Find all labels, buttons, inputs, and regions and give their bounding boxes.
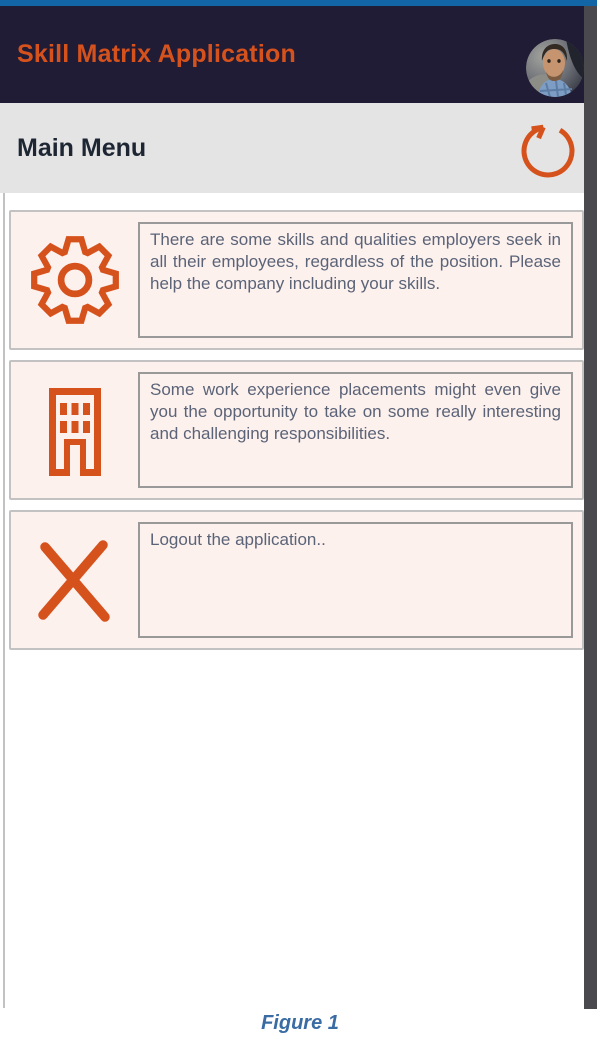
app-left-border — [3, 193, 5, 1008]
menu-bar — [0, 103, 597, 193]
scrollbar[interactable] — [584, 6, 597, 1009]
user-avatar[interactable] — [526, 39, 584, 97]
figure-caption: Figure 1 — [261, 1012, 339, 1034]
close-icon — [11, 536, 138, 624]
menu-item-logout[interactable] — [9, 510, 584, 650]
menu-item-skills[interactable] — [9, 210, 584, 350]
menu-item-text-box — [138, 222, 573, 338]
refresh-button[interactable] — [518, 119, 578, 179]
menu-item-label: There are some skills and qualities employers seek in all their employees, regardless of the position. Please help the company including your skills. — [150, 230, 561, 293]
menu-list — [0, 193, 584, 1009]
menu-item-text-box — [138, 372, 573, 488]
refresh-icon — [518, 119, 578, 179]
menu-item-label: Logout the application.. — [150, 530, 326, 549]
app-header — [0, 6, 597, 103]
building-icon — [11, 384, 138, 476]
menu-item-work-experience[interactable] — [9, 360, 584, 500]
gear-icon — [11, 232, 138, 328]
page-title: Main Menu — [17, 133, 147, 162]
menu-item-label: Some work experience placements might even give you the opportunity to take on some really interesting and challenging responsibilities. — [150, 380, 561, 443]
app-title: Skill Matrix Application — [17, 40, 296, 68]
menu-item-text-box — [138, 522, 573, 638]
user-photo-icon — [526, 39, 584, 97]
